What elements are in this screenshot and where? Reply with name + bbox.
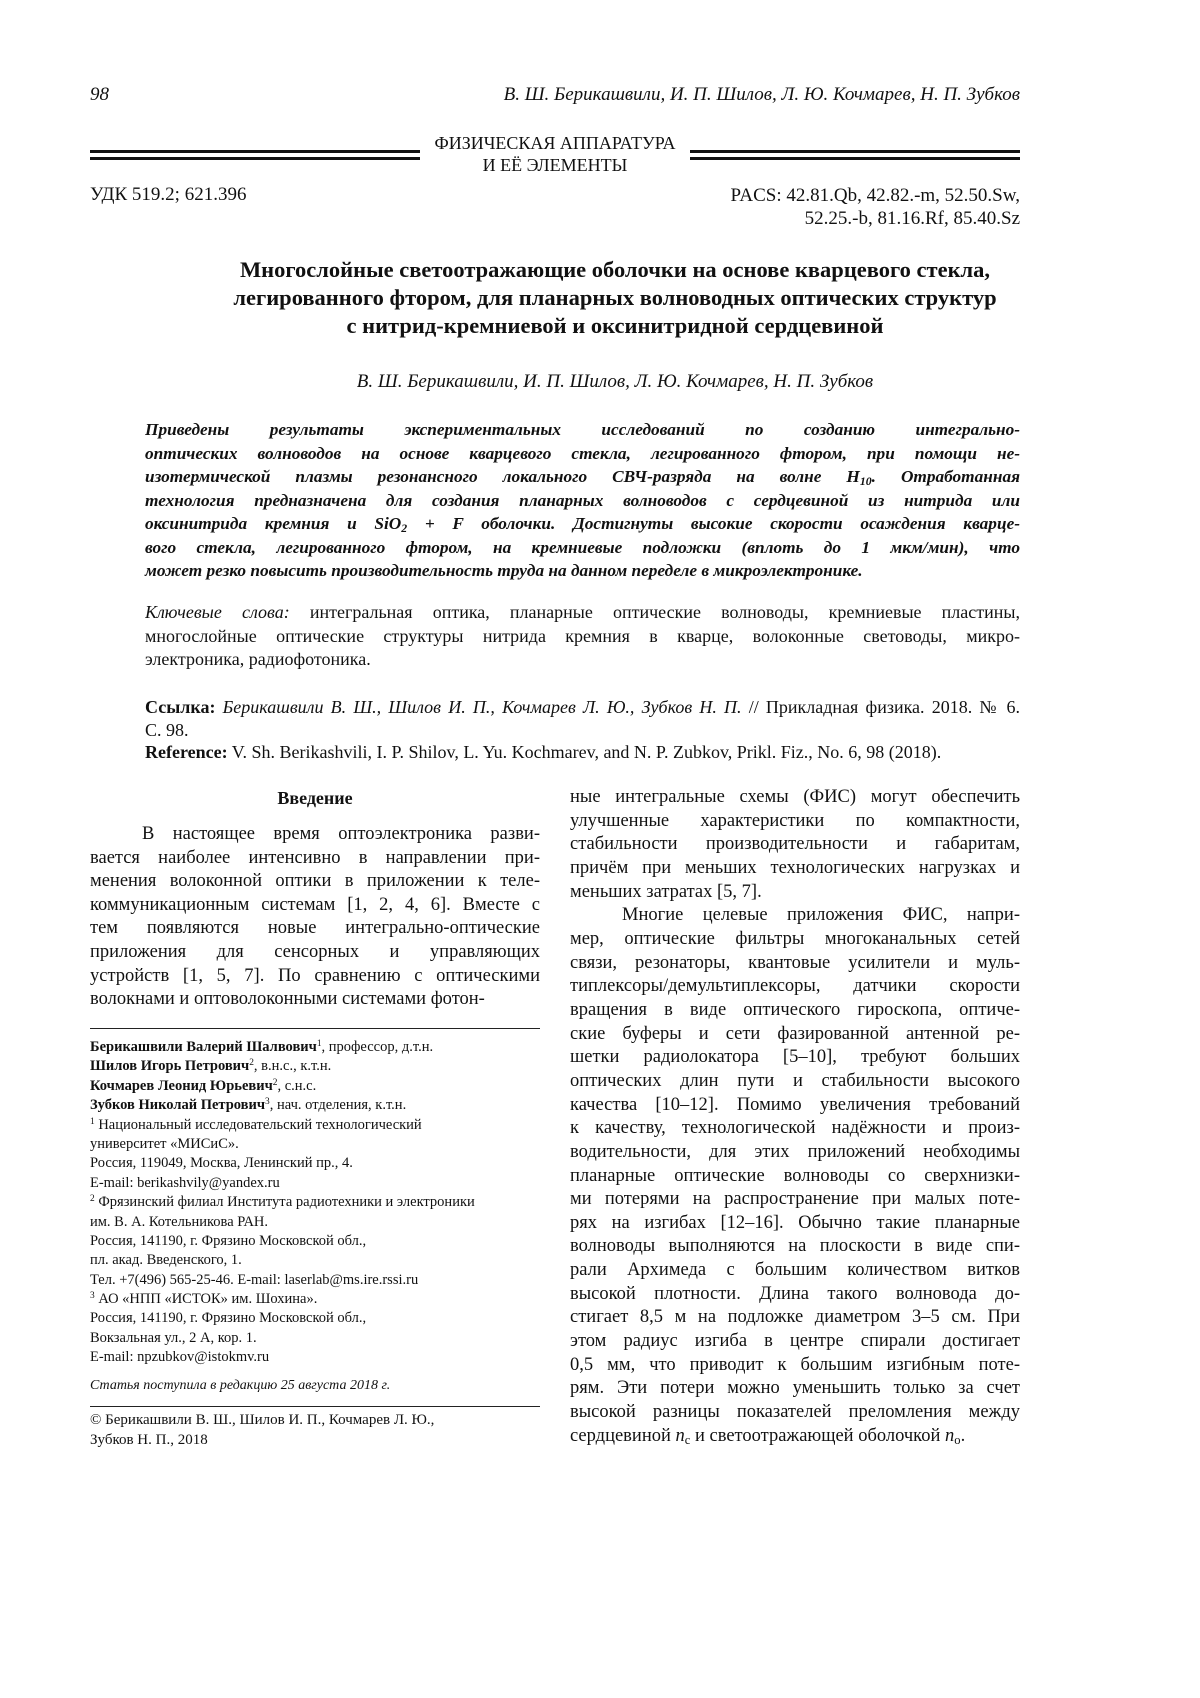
text-line: многослойные оптические структуры нитрида кремния в кварце, волоконные световоды, микро- [145, 625, 1020, 649]
text-segment: c [685, 1433, 691, 1447]
text-line: E-mail: npzubkov@istokmv.ru [90, 1348, 550, 1367]
text-line [90, 1096, 550, 1115]
text-segment: V. Sh. Berikashvili, I. P. Shilov, L. Yu. Kochmarev, and N. P. Zubkov, Prikl. Fiz., No. 6, 98 (2018). [228, 742, 942, 762]
text-line: университет «МИСиС». [90, 1135, 550, 1154]
text-segment: 2 [273, 1078, 278, 1088]
text-line: Вокзальная ул., 2 А, кор. 1. [90, 1329, 550, 1348]
text-segment: сердцевиной [570, 1426, 676, 1446]
text-segment: о [954, 1433, 960, 1447]
text-segment: . [961, 1426, 966, 1446]
text-line [145, 465, 1020, 489]
pacs-line: PACS: 42.81.Qb, 42.82.-m, 52.50.Sw, [731, 184, 1020, 207]
text-line: улучшенные характеристики по компактности, [570, 810, 1020, 834]
text-segment: 2 [249, 1058, 254, 1068]
text-line: этом радиус изгиба в центре спирали достигает [570, 1330, 1020, 1354]
text-line: может резко повысить производительность труда на данном переделе в микроэлектронике. [145, 559, 1020, 583]
text-segment: Берикашвили В. Ш., Шилов И. П., Кочмарев Л. Ю., Зубков Н. П. [223, 697, 742, 717]
text-segment: Кочмарев Леонид Юрьевич [90, 1078, 273, 1094]
text-line [90, 1290, 550, 1309]
copyright-separator [90, 1406, 540, 1407]
abstract [145, 418, 1020, 583]
text-segment: оксинитрида кремния и SiO [145, 514, 401, 533]
text-line: Россия, 119049, Москва, Ленинский пр., 4. [90, 1154, 550, 1173]
text-segment: , профессор, д.т.н. [322, 1039, 434, 1055]
section-rule-left [90, 150, 420, 160]
citation [145, 696, 1020, 764]
text-line [145, 741, 1020, 764]
text-line: высокой разницы показателей преломления между [570, 1401, 1020, 1425]
pacs-line: 52.25.-b, 81.16.Rf, 85.40.Sz [731, 207, 1020, 230]
title-line: Многослойные светоотражающие оболочки на основе кварцевого стекла, [60, 256, 1170, 284]
text-line: шетки радиолокатора [5–10], требуют больших [570, 1046, 1020, 1070]
text-line: Приведены результаты экспериментальных исследований по созданию интегрально- [145, 418, 1020, 442]
text-segment: 3 [90, 1291, 95, 1301]
text-segment: , нач. отделения, к.т.н. [270, 1097, 406, 1113]
text-segment: 1 [90, 1116, 95, 1126]
text-line: приложения для сенсорных и управляющих [90, 941, 540, 965]
text-segment: интегральная оптика, планарные оптические волноводы, кремниевые пластины, [290, 602, 1020, 622]
text-line: качества [10–12]. Помимо увеличения требований [570, 1094, 1020, 1118]
text-line [90, 1116, 550, 1135]
text-segment: . Отработанная [872, 467, 1020, 486]
copyright [90, 1410, 434, 1450]
text-segment: , в.н.с., к.т.н. [254, 1058, 331, 1074]
text-segment: Национальный исследовательский технологический [95, 1117, 422, 1133]
text-line: коммуникационным системам [1, 2, 4, 6]. Вместе с [90, 894, 540, 918]
text-line: стигает 8,5 м на подложке диаметром 3–5 см. При [570, 1306, 1020, 1330]
text-segment: Берикашвили Валерий Шалвович [90, 1039, 317, 1055]
text-line: причём при меньших технологических нагрузках и [570, 857, 1020, 881]
text-line: мер, оптические фильтры многоканальных сетей [570, 928, 1020, 952]
copyright-line: © Берикашвили В. Ш., Шилов И. П., Кочмарев Л. Ю., [90, 1410, 434, 1430]
text-segment: // Прикладная физика. 2018. № 6. [742, 697, 1020, 717]
text-line: им. В. А. Котельникова РАН. [90, 1213, 550, 1232]
text-line: высокой плотности. Длина такого волновода до- [570, 1283, 1020, 1307]
text-line: ские буферы и сети фазированной антенной ре- [570, 1023, 1020, 1047]
section-heading-line: И ЕЁ ЭЛЕМЕНТЫ [420, 154, 690, 176]
text-line: волокнами и оптоволоконными системами фотон- [90, 988, 540, 1012]
author-footnotes [90, 1038, 550, 1368]
text-line [90, 1077, 550, 1096]
text-segment [215, 697, 222, 717]
text-segment: Reference: [145, 742, 228, 762]
text-segment: n [676, 1426, 685, 1446]
text-segment: 3 [265, 1097, 270, 1107]
text-line: рям. Эти потери можно уменьшить только за счет [570, 1377, 1020, 1401]
text-line: водительности, для этих приложений необходимы [570, 1141, 1020, 1165]
text-line [90, 1038, 550, 1057]
text-line: меньших затратах [5, 7]. [570, 881, 1020, 905]
title-line: с нитрид-кремниевой и оксинитридной сердцевиной [60, 312, 1170, 340]
article-authors: В. Ш. Берикашвили, И. П. Шилов, Л. Ю. Кочмарев, Н. П. Зубков [60, 371, 1170, 393]
copyright-line: Зубков Н. П., 2018 [90, 1430, 434, 1450]
text-segment: , с.н.с. [277, 1078, 316, 1094]
text-segment: n [945, 1426, 954, 1446]
text-line: ные интегральные схемы (ФИС) могут обеспечить [570, 786, 1020, 810]
running-header-authors: В. Ш. Берикашвили, И. П. Шилов, Л. Ю. Кочмарев, Н. П. Зубков [504, 84, 1020, 106]
text-segment: Зубков Николай Петрович [90, 1097, 265, 1113]
text-segment: Ссылка: [145, 697, 215, 717]
pacs-codes [731, 184, 1020, 230]
text-segment: + F оболочки. Достигнуты высокие скорости осаждения кварце- [407, 514, 1020, 533]
text-line: планарные оптические волноводы со сверхнизки- [570, 1165, 1020, 1189]
keywords [145, 601, 1020, 672]
text-line: вается наиболее интенсивно в направлении при- [90, 847, 540, 871]
text-line: рали Архимеда с большим количеством витков [570, 1259, 1020, 1283]
text-line [145, 512, 1020, 536]
text-line: Многие целевые приложения ФИС, напри- [570, 904, 1020, 928]
footnote-separator [90, 1028, 540, 1029]
text-line: связи, резонаторы, квантовые усилители и муль- [570, 952, 1020, 976]
text-line: тем появляются новые интегрально-оптические [90, 917, 540, 941]
text-line: электроника, радиофотоника. [145, 648, 1020, 672]
text-line: В настоящее время оптоэлектроника разви- [90, 823, 540, 847]
text-segment: 10 [860, 475, 872, 488]
text-segment: 2 [90, 1194, 95, 1204]
section-rule-right [690, 150, 1020, 160]
text-line: С. 98. [145, 719, 1020, 742]
text-line: оптических длин пути и стабильности высокого [570, 1070, 1020, 1094]
text-line [90, 1193, 550, 1212]
intro-heading: Введение [90, 786, 540, 810]
text-line: волноводы выполняются на плоскости в виде спи- [570, 1235, 1020, 1259]
text-line: технология предназначена для создания планарных волноводов с сердцевиной из нитрида или [145, 489, 1020, 513]
text-line: типлексоры/демультиплексоры, датчики скорости [570, 975, 1020, 999]
text-line: к качеству, технологической надёжности и произ- [570, 1117, 1020, 1141]
text-segment: 1 [317, 1039, 322, 1049]
text-segment: Шилов Игорь Петрович [90, 1058, 249, 1074]
received-date: Статья поступила в редакцию 25 августа 2018 г. [90, 1378, 390, 1394]
text-line [570, 1425, 1020, 1449]
left-column-text [90, 823, 540, 1012]
right-column-text [570, 786, 1020, 1448]
text-line: рях на изгибах [12–16]. Обычно такие планарные [570, 1212, 1020, 1236]
text-line: ми потерями на распространение при малых поте- [570, 1188, 1020, 1212]
text-segment: 2 [401, 522, 407, 535]
text-line: Тел. +7(496) 565-25-46. E-mail: laserlab@ms.ire.rssi.ru [90, 1271, 550, 1290]
page-number: 98 [90, 84, 109, 106]
section-heading [420, 132, 690, 176]
text-line: устройств [1, 5, 7]. По сравнению с оптическими [90, 965, 540, 989]
text-line: 0,5 мм, что приводит к большим изгибным поте- [570, 1354, 1020, 1378]
text-line [145, 696, 1020, 719]
text-line [145, 601, 1020, 625]
text-line: оптических волноводов на основе кварцевого стекла, легированного фтором, при помощи не- [145, 442, 1020, 466]
text-line: вого стекла, легированного фтором, на кремниевые подложки (вплоть до 1 мкм/мин), что [145, 536, 1020, 560]
text-segment: и светоотражающей оболочкой [690, 1426, 945, 1446]
udk-code: УДК 519.2; 621.396 [90, 184, 246, 206]
text-line: стабильности производительности и габаритам, [570, 833, 1020, 857]
article-title [60, 256, 1170, 340]
text-line: Россия, 141190, г. Фрязино Московской обл., [90, 1232, 550, 1251]
text-segment: АО «НПП «ИСТОК» им. Шохина». [95, 1291, 318, 1307]
text-line: пл. акад. Введенского, 1. [90, 1251, 550, 1270]
title-line: легированного фтором, для планарных волноводных оптических структур [60, 284, 1170, 312]
text-line: менения волоконной оптики в приложении к теле- [90, 870, 540, 894]
text-segment: изотермической плазмы резонансного локального СВЧ-разряда на волне H [145, 467, 860, 486]
text-line: вращения в виде оптического гироскопа, оптиче- [570, 999, 1020, 1023]
section-heading-line: ФИЗИЧЕСКАЯ АППАРАТУРА [420, 132, 690, 154]
text-line: E-mail: berikashvily@yandex.ru [90, 1174, 550, 1193]
text-segment: Фрязинский филиал Института радиотехники и электроники [95, 1194, 475, 1210]
text-segment: Ключевые слова: [145, 602, 290, 622]
text-line [90, 1057, 550, 1076]
text-line: Россия, 141190, г. Фрязино Московской обл., [90, 1309, 550, 1328]
